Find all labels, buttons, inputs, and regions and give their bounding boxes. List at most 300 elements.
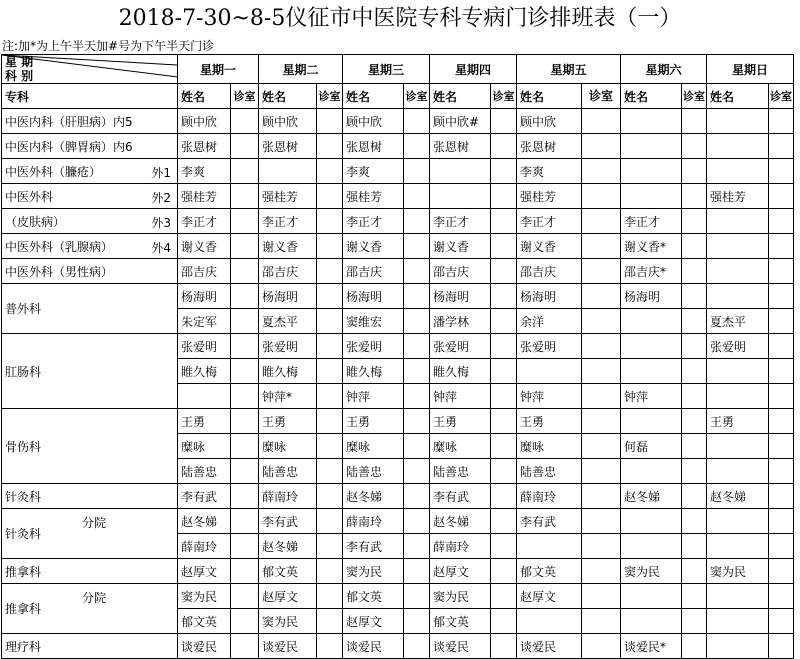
doctor-name-cell: 赵厚文 — [430, 559, 491, 584]
clinic-room-code: 外4 — [151, 241, 171, 255]
doctor-name-cell: 陆善忠 — [178, 459, 231, 484]
room-cell — [404, 459, 430, 484]
room-cell — [491, 234, 517, 259]
department-cell — [2, 234, 178, 259]
doctor-name-cell: 钟萍 — [517, 384, 582, 409]
room-cell — [769, 609, 794, 634]
doctor-name-cell: 王勇 — [259, 409, 317, 434]
doctor-name-cell — [621, 509, 682, 534]
doctor-name-cell: 钟萍* — [259, 384, 317, 409]
room-cell — [769, 259, 794, 284]
department-cell — [2, 509, 178, 559]
room-cell — [682, 359, 707, 384]
doctor-name-cell: 李正才 — [517, 209, 582, 234]
day-header: 星期日 — [707, 55, 794, 84]
room-cell — [404, 209, 430, 234]
doctor-name-cell: 李爽 — [517, 159, 582, 184]
doctor-name-cell: 张爱明 — [707, 334, 769, 359]
department-name: 理疗科 — [5, 639, 42, 654]
room-cell — [491, 384, 517, 409]
page-title: 2018-7-30~8-5仪征市中医院专科专病门诊排班表（一） — [118, 6, 682, 31]
room-column-header: 诊室 — [404, 84, 430, 109]
doctor-name-cell: 赵冬娣 — [343, 484, 404, 509]
doctor-name-cell: 张爱明 — [517, 334, 582, 359]
doctor-name-cell — [430, 159, 491, 184]
doctor-name-cell — [621, 359, 682, 384]
department-name: 普外科 — [5, 302, 42, 316]
room-cell — [491, 334, 517, 359]
room-cell — [317, 359, 343, 384]
doctor-name-cell: 窦为民 — [178, 584, 231, 609]
department-cell — [2, 409, 178, 484]
doctor-name-cell: 李有武 — [430, 484, 491, 509]
room-cell — [491, 484, 517, 509]
room-cell — [491, 409, 517, 434]
room-cell — [491, 534, 517, 559]
department-cell — [2, 634, 178, 659]
doctor-name-cell — [707, 384, 769, 409]
doctor-name-cell: 顾中欣# — [430, 109, 491, 134]
room-cell — [582, 159, 621, 184]
branch-label: 分院 — [82, 591, 107, 605]
room-cell — [404, 584, 430, 609]
doctor-name-cell: 王勇 — [343, 409, 404, 434]
department-cell — [2, 159, 178, 184]
department-cell — [2, 584, 178, 634]
doctor-name-cell: 睢久梅 — [343, 359, 404, 384]
doctor-name-cell — [621, 334, 682, 359]
room-cell — [231, 259, 259, 284]
doctor-name-cell: 谢义香 — [178, 234, 231, 259]
room-cell — [231, 309, 259, 334]
department-cell — [2, 109, 178, 134]
room-cell — [682, 434, 707, 459]
room-cell — [582, 609, 621, 634]
doctor-name-cell: 王勇 — [707, 409, 769, 434]
doctor-name-cell: 郁文英 — [517, 559, 582, 584]
room-column-header: 诊室 — [582, 84, 621, 109]
room-cell — [769, 309, 794, 334]
doctor-name-cell: 睢久梅 — [430, 359, 491, 384]
room-cell — [491, 359, 517, 384]
room-cell — [404, 409, 430, 434]
doctor-name-cell: 赵冬娣 — [259, 534, 317, 559]
room-cell — [769, 284, 794, 309]
room-cell — [231, 334, 259, 359]
doctor-name-cell: 夏杰平 — [259, 309, 317, 334]
doctor-name-cell — [621, 309, 682, 334]
room-cell — [404, 259, 430, 284]
room-cell — [231, 359, 259, 384]
room-cell — [582, 234, 621, 259]
room-cell — [582, 284, 621, 309]
doctor-name-cell: 李有武 — [517, 509, 582, 534]
corner-label-dept: 科 别 — [5, 69, 34, 83]
room-cell — [231, 484, 259, 509]
clinic-room-code: 外1 — [151, 166, 171, 180]
room-cell — [491, 434, 517, 459]
doctor-name-cell: 强桂芳 — [707, 184, 769, 209]
doctor-name-cell: 薛南玲 — [343, 509, 404, 534]
room-cell — [582, 309, 621, 334]
doctor-name-cell: 邵吉庆 — [343, 259, 404, 284]
room-cell — [317, 234, 343, 259]
doctor-name-cell: 王勇 — [517, 409, 582, 434]
doctor-name-cell: 杨海明 — [343, 284, 404, 309]
doctor-name-cell — [178, 384, 231, 409]
room-cell — [769, 184, 794, 209]
room-cell — [317, 409, 343, 434]
doctor-name-cell: 谈爱民 — [517, 634, 582, 659]
department-name: 中医内科（肝胆病）内5 — [5, 114, 133, 129]
department-name: 中医外科 — [5, 189, 54, 204]
doctor-name-cell: 杨海明 — [621, 284, 682, 309]
schedule-row — [2, 584, 794, 609]
room-cell — [404, 634, 430, 659]
doctor-name-cell — [707, 284, 769, 309]
room-cell — [682, 109, 707, 134]
doctor-name-cell — [430, 184, 491, 209]
doctor-name-cell: 张爱明 — [259, 334, 317, 359]
room-cell — [491, 309, 517, 334]
room-cell — [231, 109, 259, 134]
doctor-name-cell: 李爽 — [178, 159, 231, 184]
doctor-name-cell — [707, 509, 769, 534]
doctor-name-cell — [707, 584, 769, 609]
schedule-row — [2, 109, 794, 134]
day-header: 星期四 — [430, 55, 517, 84]
doctor-name-cell — [621, 584, 682, 609]
doctor-name-cell: 余洋 — [517, 309, 582, 334]
room-cell — [682, 284, 707, 309]
doctor-name-cell — [707, 459, 769, 484]
room-cell — [682, 184, 707, 209]
schedule-row — [2, 184, 794, 209]
doctor-name-cell — [707, 634, 769, 659]
room-cell — [491, 184, 517, 209]
department-name: 中医外科（臁疮） — [5, 164, 102, 179]
room-cell — [682, 534, 707, 559]
room-cell — [317, 109, 343, 134]
doctor-name-cell — [707, 234, 769, 259]
room-cell — [769, 384, 794, 409]
schedule-row — [2, 484, 794, 509]
doctor-name-cell: 邵吉庆 — [430, 259, 491, 284]
schedule-row — [2, 509, 794, 534]
doctor-name-cell — [707, 159, 769, 184]
doctor-name-cell: 何磊 — [621, 434, 682, 459]
room-cell — [682, 334, 707, 359]
doctor-name-cell: 窦为民 — [621, 559, 682, 584]
room-cell — [582, 384, 621, 409]
room-cell — [582, 584, 621, 609]
doctor-name-cell: 顾中欣 — [517, 109, 582, 134]
room-cell — [231, 134, 259, 159]
department-cell — [2, 184, 178, 209]
doctor-name-cell: 薛南玲 — [178, 534, 231, 559]
room-cell — [404, 434, 430, 459]
doctor-name-cell: 张恩树 — [178, 134, 231, 159]
room-cell — [317, 634, 343, 659]
name-column-header: 姓名 — [430, 84, 491, 109]
room-cell — [404, 609, 430, 634]
doctor-name-cell: 顾中欣 — [259, 109, 317, 134]
department-cell — [2, 259, 178, 284]
room-cell — [231, 534, 259, 559]
department-name: 针灸科 — [5, 489, 42, 504]
room-cell — [491, 134, 517, 159]
room-cell — [317, 559, 343, 584]
schedule-row — [2, 234, 794, 259]
room-cell — [682, 159, 707, 184]
doctor-name-cell — [621, 159, 682, 184]
room-cell — [769, 459, 794, 484]
room-cell — [404, 384, 430, 409]
doctor-name-cell: 张恩树 — [259, 134, 317, 159]
doctor-name-cell: 杨海明 — [430, 284, 491, 309]
room-cell — [582, 409, 621, 434]
doctor-name-cell: 谢义香 — [517, 234, 582, 259]
schedule-table — [1, 54, 794, 659]
department-name: 中医内科（脾胃病）内6 — [5, 139, 133, 154]
corner-label-weekday: 星 期 — [5, 55, 34, 69]
doctor-name-cell — [621, 134, 682, 159]
room-cell — [317, 134, 343, 159]
room-cell — [769, 209, 794, 234]
room-cell — [317, 159, 343, 184]
doctor-name-cell: 钟萍 — [621, 384, 682, 409]
room-cell — [491, 459, 517, 484]
doctor-name-cell: 李有武 — [178, 484, 231, 509]
doctor-name-cell: 杨海明 — [517, 284, 582, 309]
corner-cell — [2, 55, 178, 84]
room-cell — [582, 509, 621, 534]
room-cell — [769, 484, 794, 509]
room-cell — [769, 584, 794, 609]
room-cell — [769, 134, 794, 159]
room-cell — [317, 534, 343, 559]
room-cell — [404, 334, 430, 359]
doctor-name-cell: 郁文英 — [178, 609, 231, 634]
room-cell — [404, 509, 430, 534]
room-cell — [682, 559, 707, 584]
doctor-name-cell: 糜咏 — [343, 434, 404, 459]
room-column-header: 诊室 — [231, 84, 259, 109]
department-name: 推拿科 — [5, 602, 42, 616]
room-cell — [491, 634, 517, 659]
room-cell — [682, 609, 707, 634]
room-cell — [491, 509, 517, 534]
room-cell — [317, 584, 343, 609]
doctor-name-cell: 谈爱民 — [343, 634, 404, 659]
room-cell — [682, 234, 707, 259]
room-cell — [582, 209, 621, 234]
room-cell — [404, 234, 430, 259]
doctor-name-cell: 王勇 — [178, 409, 231, 434]
room-cell — [231, 584, 259, 609]
room-cell — [231, 609, 259, 634]
doctor-name-cell: 张恩树 — [430, 134, 491, 159]
room-cell — [769, 409, 794, 434]
doctor-name-cell: 张爱明 — [178, 334, 231, 359]
schedule-row — [2, 259, 794, 284]
doctor-name-cell: 李正才 — [430, 209, 491, 234]
doctor-name-cell: 糜咏 — [517, 434, 582, 459]
doctor-name-cell: 夏杰平 — [707, 309, 769, 334]
doctor-name-cell: 强桂芳 — [517, 184, 582, 209]
room-cell — [231, 409, 259, 434]
room-cell — [582, 259, 621, 284]
doctor-name-cell: 李有武 — [343, 534, 404, 559]
room-cell — [231, 159, 259, 184]
schedule-row — [2, 159, 794, 184]
doctor-name-cell: 李正才 — [178, 209, 231, 234]
doctor-name-cell: 窦为民 — [343, 559, 404, 584]
doctor-name-cell: 陆善忠 — [343, 459, 404, 484]
doctor-name-cell: 赵冬娣 — [430, 509, 491, 534]
room-cell — [404, 184, 430, 209]
day-header-row — [2, 55, 794, 84]
name-column-header: 姓名 — [621, 84, 682, 109]
room-cell — [682, 584, 707, 609]
doctor-name-cell: 窦为民 — [259, 609, 317, 634]
doctor-name-cell: 强桂芳 — [178, 184, 231, 209]
room-cell — [582, 359, 621, 384]
room-cell — [317, 509, 343, 534]
doctor-name-cell: 陆善忠 — [517, 459, 582, 484]
room-column-header: 诊室 — [317, 84, 343, 109]
room-column-header: 诊室 — [682, 84, 707, 109]
doctor-name-cell: 陆善忠 — [430, 459, 491, 484]
room-cell — [491, 209, 517, 234]
department-name: 肛肠科 — [5, 364, 42, 379]
room-cell — [404, 484, 430, 509]
room-cell — [769, 509, 794, 534]
room-cell — [491, 109, 517, 134]
doctor-name-cell: 郁文英 — [430, 609, 491, 634]
day-header: 星期一 — [178, 55, 259, 84]
doctor-name-cell — [621, 609, 682, 634]
doctor-name-cell: 邵吉庆 — [259, 259, 317, 284]
room-cell — [404, 534, 430, 559]
room-cell — [769, 359, 794, 384]
doctor-name-cell: 睢久梅 — [259, 359, 317, 384]
room-cell — [231, 234, 259, 259]
doctor-name-cell: 李正才 — [343, 209, 404, 234]
doctor-name-cell — [707, 209, 769, 234]
doctor-name-cell: 陆善忠 — [259, 459, 317, 484]
name-column-header: 姓名 — [517, 84, 582, 109]
room-cell — [769, 159, 794, 184]
name-column-header: 姓名 — [178, 84, 231, 109]
schedule-note: 注:加*为上午半天加#号为下午半天门诊 — [2, 39, 215, 53]
doctor-name-cell: 张爱明 — [343, 334, 404, 359]
room-cell — [582, 334, 621, 359]
doctor-name-cell — [621, 459, 682, 484]
doctor-name-cell: 谢义香 — [343, 234, 404, 259]
department-name: （皮肤病） — [5, 214, 66, 229]
doctor-name-cell: 张爱明 — [430, 334, 491, 359]
department-cell — [2, 484, 178, 509]
room-cell — [769, 234, 794, 259]
room-cell — [491, 284, 517, 309]
room-cell — [231, 459, 259, 484]
doctor-name-cell: 谈爱民 — [259, 634, 317, 659]
doctor-name-cell — [517, 534, 582, 559]
room-column-header: 诊室 — [491, 84, 517, 109]
room-cell — [404, 309, 430, 334]
day-header: 星期三 — [343, 55, 430, 84]
room-cell — [582, 484, 621, 509]
room-cell — [317, 334, 343, 359]
doctor-name-cell: 谈爱民 — [430, 634, 491, 659]
doctor-name-cell: 李正才 — [259, 209, 317, 234]
room-cell — [231, 559, 259, 584]
room-cell — [682, 634, 707, 659]
doctor-name-cell: 糜咏 — [178, 434, 231, 459]
doctor-name-cell: 邵吉庆* — [621, 259, 682, 284]
doctor-name-cell — [621, 409, 682, 434]
room-cell — [491, 609, 517, 634]
room-cell — [317, 184, 343, 209]
room-cell — [317, 209, 343, 234]
doctor-name-cell: 谢义香 — [259, 234, 317, 259]
doctor-name-cell: 谈爱民 — [178, 634, 231, 659]
department-name: 推拿科 — [5, 564, 42, 579]
room-cell — [231, 209, 259, 234]
name-column-header: 姓名 — [343, 84, 404, 109]
room-cell — [682, 459, 707, 484]
schedule-row — [2, 209, 794, 234]
room-cell — [404, 109, 430, 134]
schedule-row — [2, 634, 794, 659]
room-cell — [682, 509, 707, 534]
doctor-name-cell: 糜咏 — [259, 434, 317, 459]
doctor-name-cell: 张恩树 — [517, 134, 582, 159]
room-cell — [769, 634, 794, 659]
doctor-name-cell: 睢久梅 — [178, 359, 231, 384]
doctor-name-cell: 薛南玲 — [259, 484, 317, 509]
department-cell — [2, 559, 178, 584]
department-cell — [2, 284, 178, 334]
room-cell — [404, 284, 430, 309]
room-column-header: 诊室 — [769, 84, 794, 109]
doctor-name-cell — [621, 184, 682, 209]
doctor-name-cell: 邵吉庆 — [178, 259, 231, 284]
doctor-name-cell: 杨海明 — [259, 284, 317, 309]
doctor-name-cell — [517, 609, 582, 634]
room-cell — [682, 209, 707, 234]
doctor-name-cell — [707, 434, 769, 459]
room-cell — [231, 284, 259, 309]
dept-column-header: 专科 — [2, 84, 178, 109]
room-cell — [582, 184, 621, 209]
schedule-row — [2, 559, 794, 584]
room-cell — [317, 434, 343, 459]
doctor-name-cell: 薛南玲 — [517, 484, 582, 509]
room-cell — [769, 534, 794, 559]
room-cell — [404, 559, 430, 584]
doctor-name-cell — [517, 359, 582, 384]
column-header-row — [2, 84, 794, 109]
day-header: 星期六 — [621, 55, 707, 84]
doctor-name-cell: 赵冬娣 — [178, 509, 231, 534]
doctor-name-cell — [707, 134, 769, 159]
schedule-row — [2, 334, 794, 359]
doctor-name-cell: 赵冬娣 — [621, 484, 682, 509]
doctor-name-cell: 强桂芳 — [259, 184, 317, 209]
doctor-name-cell — [707, 109, 769, 134]
